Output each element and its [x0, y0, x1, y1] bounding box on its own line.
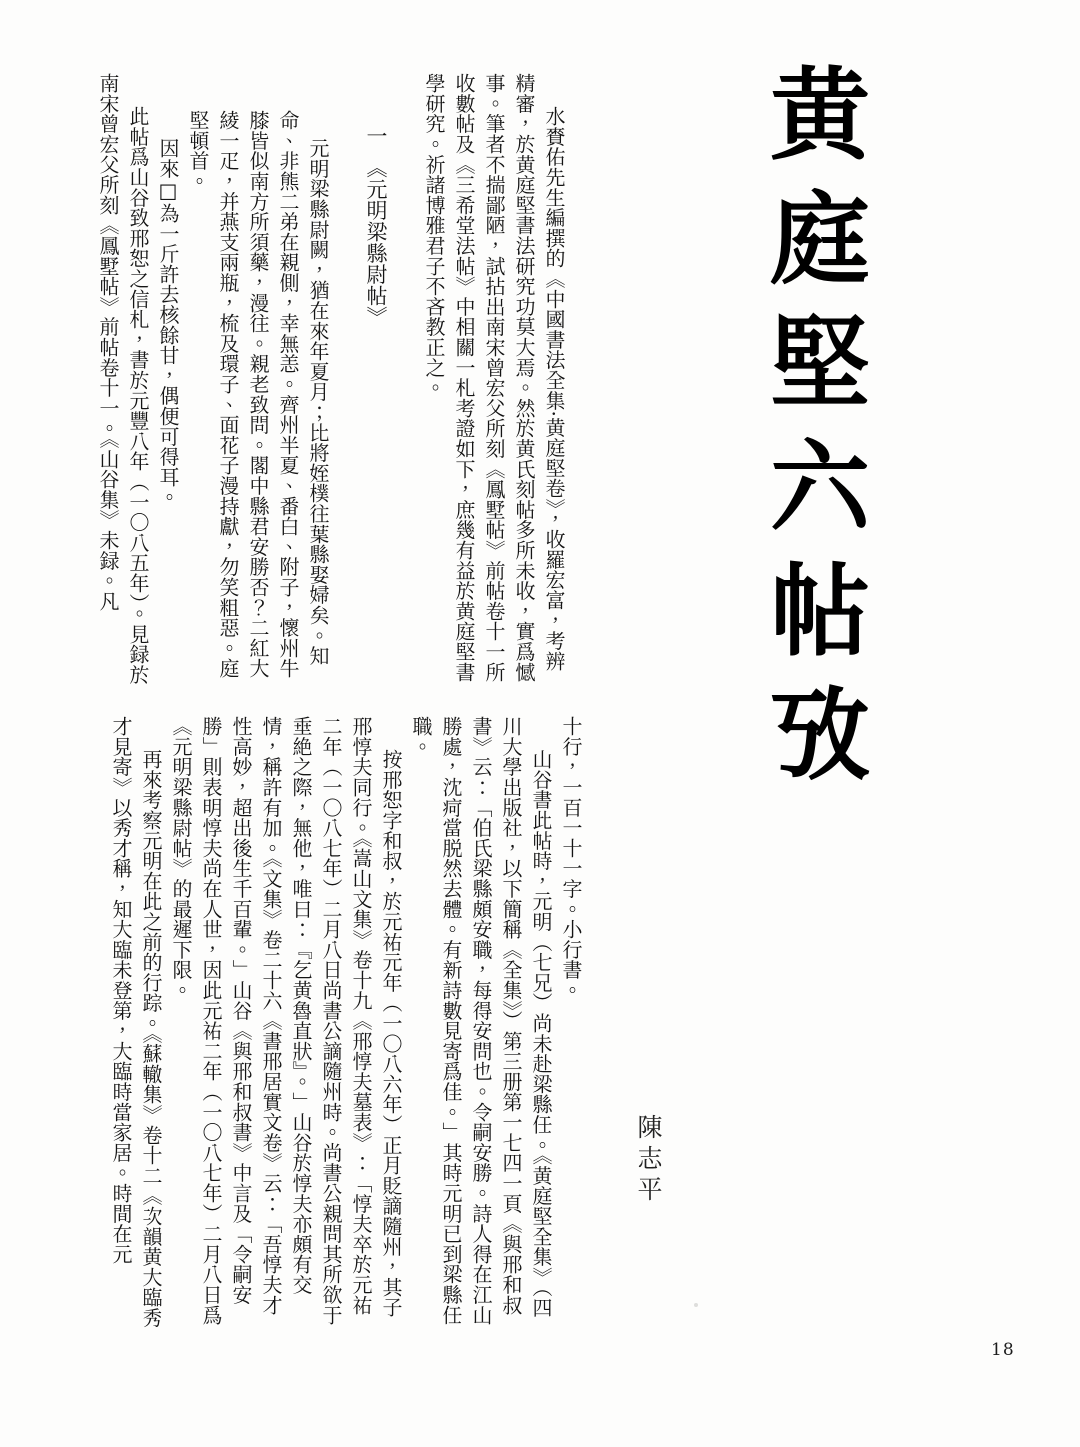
article-title-calligraphy: 黄庭堅六帖攷: [753, 62, 871, 806]
scan-speck: [694, 1303, 698, 1307]
letter-quote-block: [153, 73, 333, 686]
paragraph-intro: 水賚佑先生編撰的《中國書法全集·黄庭堅卷》，收羅宏富，考辨精審，於黄庭堅書法研究功莫大焉。然於黄氏刻帖多所未收，實爲憾事。筆者不揣鄙陋，試拈出南宋曾宏父所刻《鳳墅帖》前帖卷十一所收數帖及《三希堂法帖》中相關一札考證如下，庶幾有益於黄庭堅書學研究。祈諸博雅君子不吝教正之。: [422, 73, 566, 682]
paragraph-commentary-3: 按邢恕字和叔，於元祐元年（一〇八六年）正月貶謫隨州，其子邢惇夫同行。《嵩山文集》卷十九《邢惇夫墓表》：「惇夫卒於元祐二年（一〇八七年）二月八日尚書公謫隨州時。尚書公親問其所欲于垂絶之際，無他，唯曰：『乞黄魯直狀』。」山谷於惇夫亦頗有交情，稱許有加。《文集》卷二十六《書邢居實文卷》云：「吾惇夫才性高妙，超出後生千百輩。」山谷《與邢和叔書》中言及「令嗣安勝」則表明惇夫尚在人世，因此元祐二年（一〇八七年）二月八日爲《元明梁縣尉帖》的最遲下限。: [169, 716, 403, 1325]
letter-quote-paragraph: 元明梁縣尉闕，猶在來年夏月；比將姪樸往葉縣娶婦矣。知命、非熊二弟在親側，幸無恙。齊州半夏、番白、附子，懷州牛膝皆似南方所須藥，漫往。親老致問。閣中縣君安勝否？二紅大綾一疋，并燕支兩瓶，梳及環子、面花子漫持獻，勿笑粗惡。庭堅頓首。: [186, 110, 330, 679]
paragraph-commentary-1-start: 此帖爲山谷致邢恕之信札，書於元豐八年（一〇八五年）。見録於南宋曾宏父所刻《鳳墅帖》前帖卷十一。《山谷集》未録。凡: [96, 73, 150, 685]
paragraph-commentary-1-continued: 十行，一百一十一字。小行書。: [559, 716, 583, 1001]
page-number: 18: [991, 1340, 1015, 1360]
letter-quote-postscript: 因來□為一斤許去核餘甘，偶便可得耳。: [156, 138, 180, 508]
paragraph-commentary-2: 山谷書此帖時，元明（七兄）尚未赴梁縣任。《黄庭堅全集》（四川大學出版社，以下簡稱《全集》）第三册第一七四一頁《與邢和叔書》云：「伯氏梁縣頗安職，每得安問也。令嗣安勝。詩人得在江山勝處，沈疴當脱然去體。有新詩數見寄爲佳。」其時元明已到梁縣任職。: [409, 716, 553, 1325]
section-heading: 一 《元明梁縣尉帖》: [364, 125, 388, 328]
text-block-top: [89, 73, 569, 686]
author-name: 陳志平: [634, 1114, 663, 1207]
text-block-bottom: [106, 716, 586, 1329]
paragraph-commentary-4: 再來考察元明在此之前的行踪。《蘇轍集》卷十二《次韻黄大臨秀才見寄》以秀才稱，知大臨未登第，大臨時當家居。時間在元: [109, 716, 163, 1328]
